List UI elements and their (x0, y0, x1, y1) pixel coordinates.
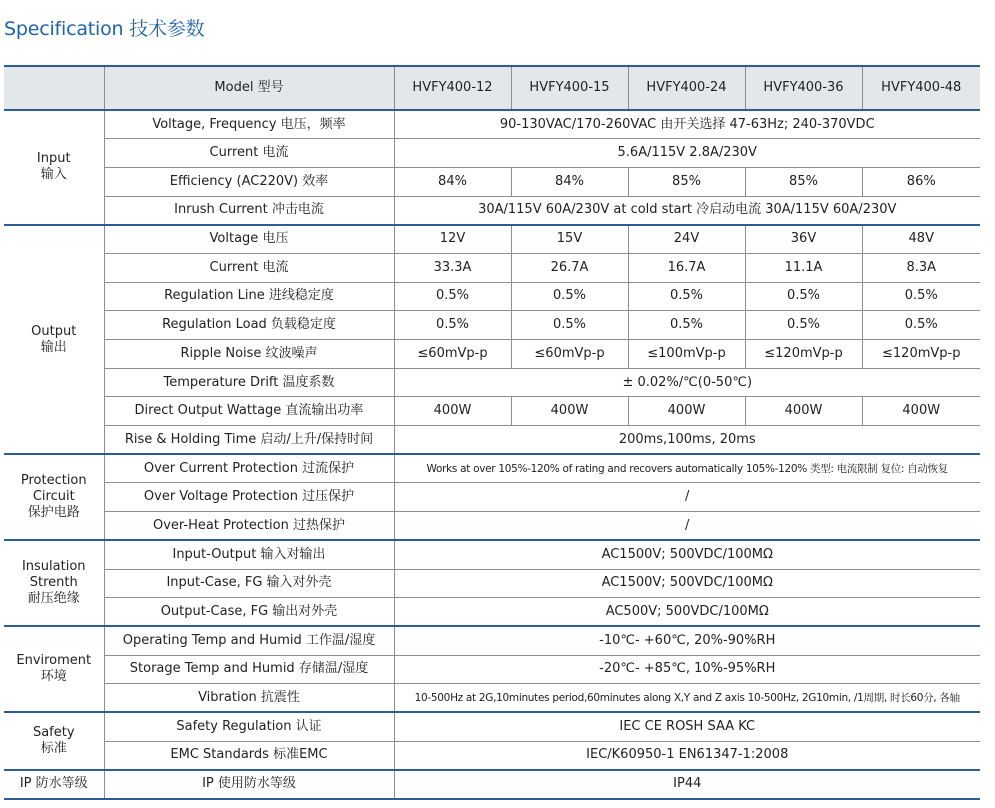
table-row (4, 655, 980, 684)
row-value: 90-130VAC/170-260VAC 由开关选择 47-63Hz; 240-370VDC (394, 110, 980, 139)
cell: ≤100mVp-p (628, 340, 745, 369)
cell: 400W (862, 397, 980, 426)
table-row (4, 110, 980, 139)
cell: 86% (862, 167, 980, 196)
row-label: Output-Case, FG 输出对外壳 (104, 598, 394, 627)
page-title: Specification 技术参数 (4, 18, 205, 40)
row-label: Over Current Protection 过流保护 (104, 454, 394, 483)
row-label: Vibration 抗震性 (104, 684, 394, 713)
model-3: HVFY400-24 (628, 66, 745, 110)
model-2: HVFY400-15 (511, 66, 628, 110)
category-label: Protection Circuit 保护电路 (20, 473, 87, 521)
cell: 24V (628, 225, 745, 254)
row-value: / (394, 512, 980, 541)
row-label: Voltage 电压 (104, 225, 394, 254)
row-label: Efficiency (AC220V) 效率 (104, 167, 394, 196)
row-value: Works at over 105%-120% of rating and recovers automatically 105%-120% 类型: 电流限制 复位: 自动恢复 (394, 454, 980, 483)
cell: 400W (394, 397, 511, 426)
row-label: Operating Temp and Humid 工作温/湿度 (104, 626, 394, 655)
cell: 400W (745, 397, 862, 426)
model-label: Model 型号 (104, 66, 394, 110)
cell: 84% (394, 167, 511, 196)
row-label: Over-Heat Protection 过热保护 (104, 512, 394, 541)
model-4: HVFY400-36 (745, 66, 862, 110)
table-row (4, 426, 980, 455)
category-ip: IP 防水等级 (4, 770, 104, 799)
cell: 0.5% (862, 311, 980, 340)
row-label: Regulation Load 负载稳定度 (104, 311, 394, 340)
cell: ≤120mVp-p (745, 340, 862, 369)
row-label: EMC Standards 标准EMC (104, 741, 394, 770)
cell: 0.5% (745, 311, 862, 340)
category-environment (4, 626, 104, 712)
cell: ≤60mVp-p (511, 340, 628, 369)
row-value: ± 0.02%/℃(0-50℃) (394, 368, 980, 397)
cell: 400W (511, 397, 628, 426)
row-value: / (394, 483, 980, 512)
cell: 85% (745, 167, 862, 196)
cell: 15V (511, 225, 628, 254)
row-label: Over Voltage Protection 过压保护 (104, 483, 394, 512)
model-1: HVFY400-12 (394, 66, 511, 110)
cell: 8.3A (862, 253, 980, 282)
table-row (4, 139, 980, 168)
row-label: Ripple Noise 纹波噪声 (104, 340, 394, 369)
table-row (4, 483, 980, 512)
cell: 0.5% (862, 282, 980, 311)
row-value: IP44 (394, 770, 980, 799)
cell: 0.5% (511, 311, 628, 340)
cell: 0.5% (394, 282, 511, 311)
table-row (4, 598, 980, 627)
table-row (4, 712, 980, 741)
row-label: Current 电流 (104, 139, 394, 168)
category-label: Insulation Strenth 耐压绝缘 (21, 559, 86, 607)
row-label: Safety Regulation 认证 (104, 712, 394, 741)
category-input (4, 110, 104, 225)
row-value: IEC CE ROSH SAA KC (394, 712, 980, 741)
cell: 0.5% (628, 282, 745, 311)
row-label: Voltage, Frequency 电压，频率 (104, 110, 394, 139)
row-label: Input-Case, FG 输入对外壳 (104, 569, 394, 598)
table-row (4, 540, 980, 569)
category-insulation (4, 540, 104, 626)
cell: ≤60mVp-p (394, 340, 511, 369)
category-label: Safety 标准 (32, 725, 75, 757)
table-row (4, 167, 980, 196)
table-row (4, 311, 980, 340)
cell: 84% (511, 167, 628, 196)
row-label: IP 使用防水等级 (104, 770, 394, 799)
row-label: Inrush Current 冲击电流 (104, 196, 394, 225)
row-label: Rise & Holding Time 启动/上升/保持时间 (104, 426, 394, 455)
cell: 0.5% (511, 282, 628, 311)
table-row (4, 196, 980, 225)
row-value: AC500V; 500VDC/100MΩ (394, 598, 980, 627)
cell: 0.5% (394, 311, 511, 340)
row-value: AC1500V; 500VDC/100MΩ (394, 540, 980, 569)
model-5: HVFY400-48 (862, 66, 980, 110)
table-row (4, 397, 980, 426)
row-value: -20℃- +85℃, 10%-95%RH (394, 655, 980, 684)
table-row (4, 569, 980, 598)
category-label: Output 输出 (31, 323, 77, 355)
cell: 12V (394, 225, 511, 254)
table-row (4, 684, 980, 713)
row-label: Current 电流 (104, 253, 394, 282)
table-row (4, 282, 980, 311)
cell: 400W (628, 397, 745, 426)
cell: 16.7A (628, 253, 745, 282)
table-row (4, 225, 980, 254)
row-value: -10℃- +60℃, 20%-90%RH (394, 626, 980, 655)
header-row (4, 66, 980, 110)
cell: ≤120mVp-p (862, 340, 980, 369)
table-row (4, 340, 980, 369)
table-row (4, 253, 980, 282)
category-safety (4, 712, 104, 769)
cell: 33.3A (394, 253, 511, 282)
row-label: Storage Temp and Humid 存储温/湿度 (104, 655, 394, 684)
cell: 85% (628, 167, 745, 196)
cell: 0.5% (745, 282, 862, 311)
row-value: IEC/K60950-1 EN61347-1:2008 (394, 741, 980, 770)
category-label: Input 输入 (36, 151, 71, 183)
row-label: Temperature Drift 温度系数 (104, 368, 394, 397)
row-value: 30A/115V 60A/230V at cold start 冷启动电流 30A/115V 60A/230V (394, 196, 980, 225)
cell: 26.7A (511, 253, 628, 282)
table-row (4, 454, 980, 483)
cell: 48V (862, 225, 980, 254)
cell: 11.1A (745, 253, 862, 282)
row-label: Regulation Line 进线稳定度 (104, 282, 394, 311)
table-row (4, 368, 980, 397)
row-value: 10-500Hz at 2G,10minutes period,60minutes along X,Y and Z axis 10-500Hz, 2G10min, /1周期, 时长60分, 各轴 (394, 684, 980, 713)
header-blank (4, 66, 104, 110)
table-row (4, 512, 980, 541)
spec-table (4, 65, 980, 800)
table-row (4, 741, 980, 770)
table-row (4, 770, 980, 799)
cell: 0.5% (628, 311, 745, 340)
category-protection (4, 454, 104, 540)
row-label: Direct Output Wattage 直流输出功率 (104, 397, 394, 426)
cell: 36V (745, 225, 862, 254)
category-label: Enviroment 环境 (16, 653, 92, 685)
row-value: 5.6A/115V 2.8A/230V (394, 139, 980, 168)
row-value: AC1500V; 500VDC/100MΩ (394, 569, 980, 598)
table-row (4, 626, 980, 655)
row-label: Input-Output 输入对输出 (104, 540, 394, 569)
row-value: 200ms,100ms, 20ms (394, 426, 980, 455)
category-output (4, 225, 104, 455)
